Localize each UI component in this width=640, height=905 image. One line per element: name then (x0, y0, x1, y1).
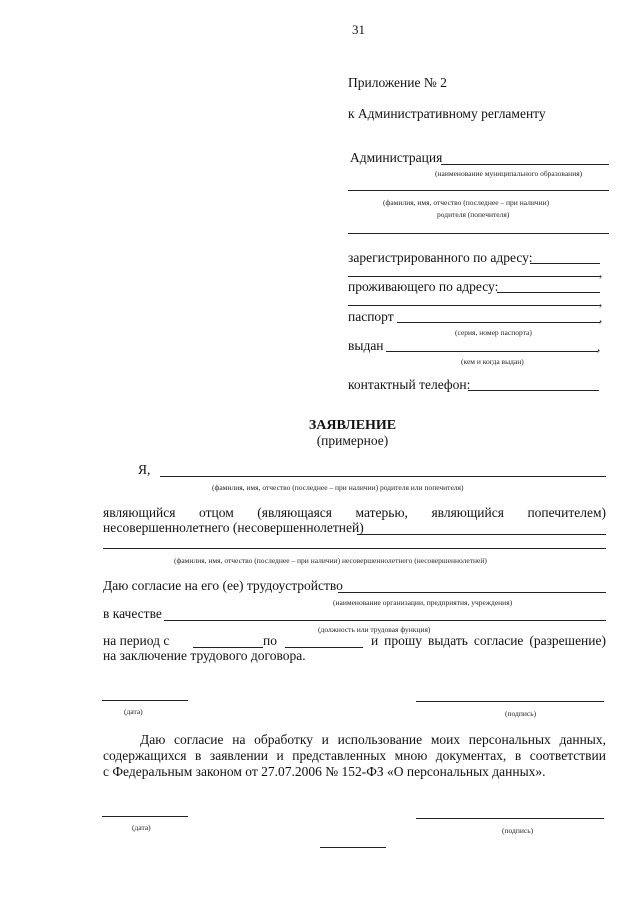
comma: , (599, 294, 603, 309)
organization-field[interactable] (338, 592, 606, 593)
position-caption: (должность или трудовая функция) (318, 625, 431, 634)
minor-caption: (фамилия, имя, отчество (последнее – при наличии) несовершеннолетнего (несовершеннолетней) (174, 556, 487, 565)
registered-address-field-2[interactable] (348, 276, 600, 277)
consent-line-2: содержащихся в заявлении и представленных мною документах, в соответствии (103, 748, 606, 763)
relation-word: попечителем) (527, 505, 606, 520)
period-from-label: на период с (103, 633, 170, 648)
document-subtitle: (примерное) (316, 433, 389, 448)
page-number: 31 (352, 22, 365, 37)
comma: , (597, 339, 601, 354)
minor-name-field-2[interactable] (103, 548, 606, 549)
closing-divider (320, 847, 386, 848)
date-caption: (дата) (132, 823, 151, 832)
parent-caption-2: родителя (попечителя) (437, 210, 510, 219)
parent-name-field-2[interactable] (348, 233, 609, 234)
issued-caption: (кем и когда выдан) (461, 357, 524, 366)
relation-word: являющийся (103, 505, 176, 520)
passport-field[interactable] (397, 322, 600, 323)
period-request-text: и прошу выдать согласие (разрешение) (371, 633, 606, 648)
appendix-title: Приложение № 2 (348, 75, 447, 90)
passport-caption: (серия, номер паспорта) (455, 328, 532, 337)
phone-label: контактный телефон: (348, 377, 471, 392)
administration-label: Администрация (350, 150, 443, 165)
parent-caption-1: (фамилия, имя, отчество (последнее – при наличии) (383, 198, 550, 207)
i-label: Я, (138, 462, 151, 477)
position-label: в качестве (103, 606, 162, 621)
organization-caption: (наименование организации, предприятия, учреждения) (333, 598, 513, 607)
phone-field[interactable] (468, 390, 599, 391)
document-title: ЗАЯВЛЕНИЕ (308, 418, 397, 433)
administration-field[interactable] (441, 164, 609, 165)
comma: , (599, 310, 603, 325)
registered-label: зарегистрированного по адресу: (348, 250, 533, 265)
regulation-title: к Административному регламенту (348, 106, 546, 121)
signature-field[interactable] (416, 818, 604, 819)
minor-label: несовершеннолетнего (несовершеннолетней) (103, 520, 364, 535)
parent-name-field[interactable] (348, 190, 609, 191)
relation-word: отцом (199, 505, 234, 520)
applicant-caption: (фамилия, имя, отчество (последнее – при наличии) родителя или попечителя) (212, 483, 464, 492)
period-to-label: по (263, 633, 277, 648)
signature-field[interactable] (416, 701, 604, 702)
relation-word: (являющаяся (257, 505, 333, 520)
issued-field[interactable] (386, 351, 598, 352)
date-field[interactable] (102, 816, 188, 817)
comma: , (599, 265, 603, 280)
residing-address-field[interactable] (497, 292, 600, 293)
date-field[interactable] (102, 700, 188, 701)
date-caption: (дата) (124, 707, 143, 716)
municipality-caption: (наименование муниципального образования) (435, 169, 583, 178)
residing-address-field-2[interactable] (348, 305, 600, 306)
contract-text: на заключение трудового договора. (103, 648, 306, 663)
applicant-name-field[interactable] (160, 476, 606, 477)
signature-caption: (подпись) (502, 826, 534, 835)
residing-label: проживающего по адресу: (348, 279, 499, 294)
relation-line (103, 505, 606, 521)
passport-label: паспорт (348, 309, 394, 324)
relation-word: матерью, (355, 505, 408, 520)
minor-name-field[interactable] (357, 534, 606, 535)
issued-label: выдан (348, 338, 384, 353)
signature-caption: (подпись) (505, 709, 537, 718)
consent-line-3: с Федеральным законом от 27.07.2006 № 152-ФЗ «О персональных данных». (103, 764, 546, 779)
relation-word: являющийся (431, 505, 504, 520)
position-field[interactable] (164, 620, 606, 621)
consent-line-1: Даю согласие на обработку и использование моих персональных данных, (140, 732, 606, 747)
consent-employment-label: Даю согласие на его (ее) трудоустройство (103, 578, 343, 593)
registered-address-field[interactable] (530, 263, 600, 264)
